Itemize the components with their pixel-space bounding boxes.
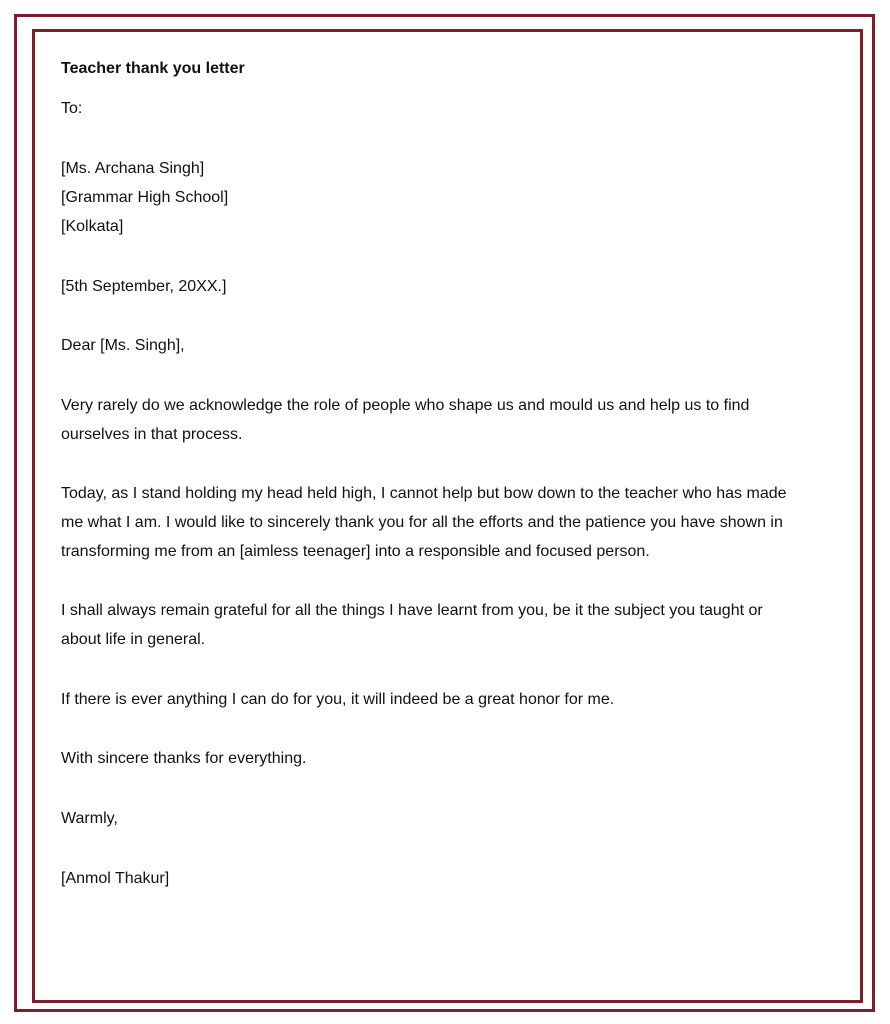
paragraph-line: I shall always remain grateful for all the things I have learnt from you, be it the subject you taught or: [61, 602, 763, 619]
letter-title: Teacher thank you letter: [61, 60, 245, 77]
paragraph-line: With sincere thanks for everything.: [61, 750, 307, 767]
paragraph-line: Today, as I stand holding my head held high, I cannot help but bow down to the teacher who has made: [61, 485, 787, 502]
paragraph-line: about life in general.: [61, 631, 206, 648]
signature: [Anmol Thakur]: [61, 870, 170, 887]
closing: Warmly,: [61, 810, 118, 827]
letter-date: [5th September, 20XX.]: [61, 278, 227, 295]
paragraph-line: me what I am. I would like to sincerely thank you for all the efforts and the patience you have shown in: [61, 514, 783, 531]
paragraph-line: If there is ever anything I can do for you, it will indeed be a great honor for me.: [61, 691, 615, 708]
recipient-city: [Kolkata]: [61, 218, 124, 235]
to-label: To:: [61, 100, 83, 117]
recipient-school: [Grammar High School]: [61, 189, 229, 206]
paragraph-line: Very rarely do we acknowledge the role of people who shape us and mould us and help us to find: [61, 397, 750, 414]
paragraph-line: ourselves in that process.: [61, 426, 243, 443]
salutation: Dear [Ms. Singh],: [61, 337, 185, 354]
recipient-name: [Ms. Archana Singh]: [61, 160, 205, 177]
paragraph-line: transforming me from an [aimless teenager] into a responsible and focused person.: [61, 543, 650, 560]
